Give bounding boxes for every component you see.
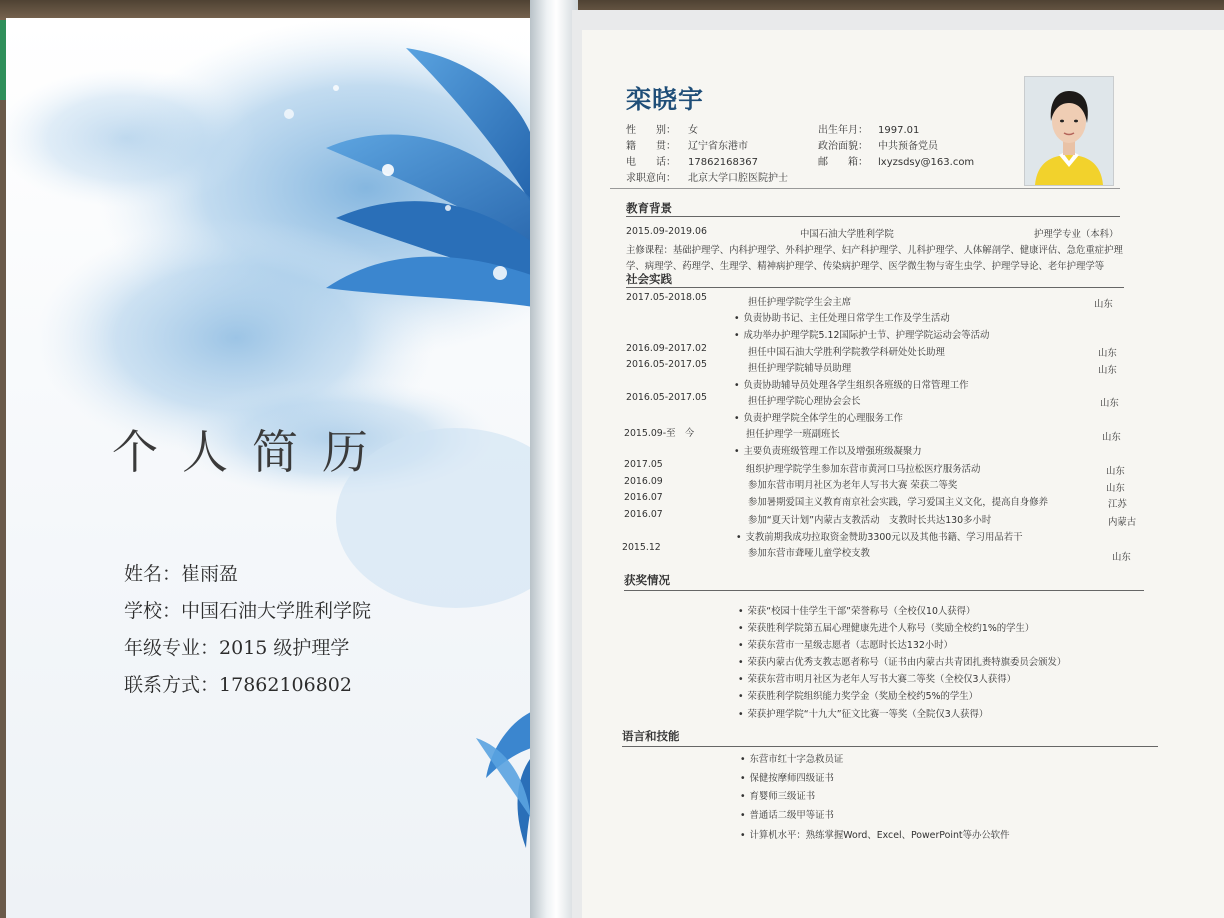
cover-value: 崔雨盈 bbox=[181, 563, 239, 585]
practice-date: 2016.07 bbox=[624, 509, 663, 520]
practice-place: 江苏 bbox=[1108, 499, 1127, 510]
section-divider bbox=[626, 287, 1124, 288]
practice-bullet: • 负责协助书记、主任处理日常学生工作及学生活动 bbox=[734, 310, 950, 324]
practice-text: 参加暑期爱国主义教育南京社会实践，学习爱国主义文化，提高自身修养 bbox=[748, 497, 1049, 508]
practice-text: 参加“夏天计划”内蒙古支教活动 支教时长共达130多小时 bbox=[748, 515, 992, 526]
practice-text: 担任护理学院心理协会会长 bbox=[748, 396, 861, 407]
field-value: 中共预备党员 bbox=[878, 141, 938, 152]
award-item: • 荣获东营市一星级志愿者（志愿时长达132小时） bbox=[738, 637, 953, 651]
practice-text: 担任护理学院辅导员助理 bbox=[748, 363, 852, 374]
cover-contact-row bbox=[124, 667, 371, 704]
practice-text: 担任中国石油大学胜利学院教学科研处处长助理 bbox=[748, 347, 945, 358]
practice-date: 2017.05-2018.05 bbox=[626, 292, 707, 303]
award-item: • 荣获胜利学院组织能力奖学金（奖励全校约5%的学生） bbox=[738, 688, 978, 702]
practice-date: 2016.05-2017.05 bbox=[626, 359, 707, 370]
practice-date: 2015.09-至 今 bbox=[624, 428, 695, 439]
section-divider bbox=[624, 590, 1144, 591]
cover-page bbox=[6, 18, 540, 918]
cover-label: 联系方式： bbox=[124, 674, 220, 696]
practice-place: 内蒙古 bbox=[1108, 517, 1137, 528]
practice-date: 2015.12 bbox=[622, 542, 661, 553]
political-row bbox=[818, 137, 938, 152]
field-label: 性 别： bbox=[626, 125, 676, 136]
objective-row bbox=[626, 169, 788, 184]
cover-label: 年级专业： bbox=[124, 637, 220, 659]
practice-date: 2017.05 bbox=[624, 459, 663, 470]
practice-date: 2016.07 bbox=[624, 492, 663, 503]
cover-name-row bbox=[124, 556, 371, 593]
header-divider bbox=[610, 188, 1120, 189]
award-item: • 荣获“校园十佳学生干部”荣誉称号（全校仅10人获得） bbox=[738, 603, 975, 617]
practice-place: 山东 bbox=[1098, 365, 1117, 376]
email-row bbox=[818, 153, 974, 168]
skills-heading: 语言和技能 bbox=[622, 729, 680, 743]
cover-school-row bbox=[124, 593, 371, 630]
award-item: • 荣获护理学院“十九大”征文比赛一等奖（全院仅3人获得） bbox=[738, 706, 988, 720]
education-heading: 教育背景 bbox=[626, 201, 672, 215]
practice-text: 担任护理学一班副班长 bbox=[746, 429, 840, 440]
edu-courses-line2: 学、病理学、药理学、生理学、精神病护理学、传染病护理学、医学微生物与寄生虫学、护理学导论、老年护理学等 bbox=[626, 261, 1105, 272]
field-label: 出生年月： bbox=[818, 125, 868, 136]
practice-bullet: • 负责护理学院全体学生的心理服务工作 bbox=[734, 410, 903, 424]
field-value: 女 bbox=[688, 125, 698, 136]
practice-heading: 社会实践 bbox=[626, 272, 672, 286]
field-label: 电 话： bbox=[626, 157, 676, 168]
practice-bullet: • 成功举办护理学院5.12国际护士节、护理学院运动会等活动 bbox=[734, 327, 989, 341]
practice-text: 担任护理学院学生会主席 bbox=[748, 297, 852, 308]
practice-text: 参加东营市明月社区为老年人写书大赛 荣获二等奖 bbox=[748, 480, 958, 491]
practice-date: 2016.09 bbox=[624, 476, 663, 487]
cover-value: 2015 级护理学 bbox=[219, 637, 350, 659]
practice-place: 山东 bbox=[1106, 466, 1125, 477]
field-label: 政治面貌： bbox=[818, 141, 868, 152]
field-label: 籍 贯： bbox=[626, 141, 676, 152]
binding-spine bbox=[530, 0, 578, 918]
practice-place: 山东 bbox=[1098, 348, 1117, 359]
portrait-illustration bbox=[1025, 77, 1113, 185]
practice-place: 山东 bbox=[1112, 552, 1131, 563]
skill-item: • 计算机水平：熟练掌握Word、Excel、PowerPoint等办公软件 bbox=[740, 827, 1009, 841]
cover-info bbox=[124, 556, 371, 704]
practice-place: 山东 bbox=[1106, 483, 1125, 494]
award-item: • 荣获内蒙古优秀支教志愿者称号（证书由内蒙古共青团扎赉特旗委员会颁发） bbox=[738, 654, 1066, 668]
resume-page bbox=[582, 30, 1224, 918]
edu-courses-line1: 主修课程：基础护理学、内科护理学、外科护理学、妇产科护理学、儿科护理学、人体解剖学、健康评估、急危重症护理 bbox=[626, 245, 1123, 256]
field-value: 17862168367 bbox=[688, 157, 758, 168]
edu-major: 护理学专业（本科） bbox=[1034, 229, 1119, 240]
award-item: • 荣获胜利学院第五届心理健康先进个人称号（奖励全校约1%的学生） bbox=[738, 620, 1034, 634]
cover-label: 学校： bbox=[124, 600, 182, 622]
section-divider bbox=[626, 216, 1120, 217]
skill-item: • 保健按摩师四级证书 bbox=[740, 770, 834, 784]
cover-major-row bbox=[124, 630, 371, 667]
edu-period: 2015.09-2019.06 bbox=[626, 226, 707, 237]
practice-place: 山东 bbox=[1102, 432, 1121, 443]
edu-school: 中国石油大学胜利学院 bbox=[800, 229, 894, 240]
skill-item: • 育婴师三级证书 bbox=[740, 788, 815, 802]
field-value: 辽宁省东港市 bbox=[688, 141, 748, 152]
practice-text: 参加东营市聋哑儿童学校支教 bbox=[748, 548, 870, 559]
profile-photo bbox=[1024, 76, 1114, 186]
practice-place: 山东 bbox=[1100, 398, 1119, 409]
cover-label: 姓名： bbox=[124, 563, 182, 585]
practice-text: 组织护理学院学生参加东营市黄河口马拉松医疗服务活动 bbox=[746, 464, 981, 475]
field-label: 邮 箱： bbox=[818, 157, 868, 168]
birth-row bbox=[818, 121, 919, 136]
candidate-name: 栾晓宇 bbox=[626, 85, 705, 114]
cover-title: 个人简历 bbox=[112, 425, 392, 479]
practice-place: 山东 bbox=[1094, 299, 1113, 310]
practice-bullet: • 负责协助辅导员处理各学生组织各班级的日常管理工作 bbox=[734, 377, 969, 391]
skill-item: • 东营市红十字急救员证 bbox=[740, 751, 843, 765]
awards-heading: 获奖情况 bbox=[624, 573, 670, 587]
field-label: 求职意向： bbox=[626, 173, 676, 184]
award-item: • 荣获东营市明月社区为老年人写书大赛二等奖（全校仅3人获得） bbox=[738, 671, 1016, 685]
field-value: 北京大学口腔医院护士 bbox=[688, 173, 788, 184]
hometown-row bbox=[626, 137, 748, 152]
practice-bullet: • 主要负责班级管理工作以及增强班级凝聚力 bbox=[734, 443, 922, 457]
practice-date: 2016.05-2017.05 bbox=[626, 392, 707, 403]
skill-item: • 普通话二级甲等证书 bbox=[740, 807, 834, 821]
field-value: 1997.01 bbox=[878, 125, 920, 136]
cover-value: 中国石油大学胜利学院 bbox=[181, 600, 372, 622]
gender-row bbox=[626, 121, 698, 136]
section-divider bbox=[622, 746, 1158, 747]
cover-value: 17862106802 bbox=[219, 674, 352, 696]
phone-row bbox=[626, 153, 758, 168]
practice-bullet: • 支教前期我成功拉取资金赞助3300元以及其他书籍、学习用品若干 bbox=[736, 529, 1023, 543]
field-value: lxyzsdsy@163.com bbox=[878, 157, 975, 168]
practice-date: 2016.09-2017.02 bbox=[626, 343, 707, 354]
